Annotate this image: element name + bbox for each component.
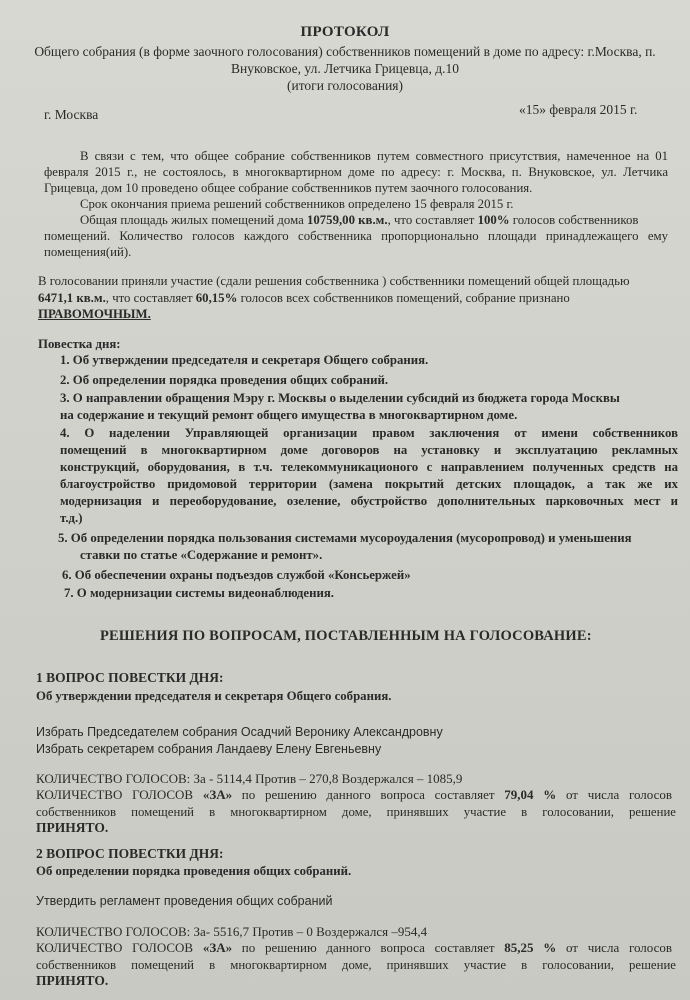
subtitle-line-2: Внуковское, ул. Летчика Грицевца, д.10 — [231, 61, 459, 76]
q1-za-percent: 79,04 % — [504, 787, 557, 802]
agenda-item-4-cont-2: конструкций, оборудования, в т.ч. телекоммуникационого с направлением полученных средств на — [60, 460, 678, 474]
q1-subject: Об утверждении председателя и секретаря Общего собрания. — [36, 689, 392, 703]
deadline-text: Срок окончания приема решений собственников определено 15 февраля 2015 г. — [80, 197, 514, 211]
area-line-1: Общая площадь жилых помещений дома 10759,00 кв.м., что составляет 100% голосов собственников — [80, 213, 639, 227]
intro-line-2: февраля 2015 г., не состоялось, в многоквартирном доме по адресу: г. Москва, п. Внуковское, ул. Летчика — [44, 165, 668, 179]
place: г. Москва — [44, 107, 99, 122]
date: «15» февраля 2015 г. — [519, 102, 638, 117]
q1-heading: 1 ВОПРОС ПОВЕСТКИ ДНЯ: — [36, 670, 224, 685]
agenda-item-3: 3. О направлении обращения Мэру г. Москвы о выделении субсидий из бюджета города Москвы — [60, 391, 620, 405]
agenda-item-5-cont: ставки по статье «Содержание и ремонт». — [80, 548, 323, 562]
q2-regulation: Утвердить регламент проведения общих собраний — [36, 894, 333, 908]
subtitle-line-1: Общего собрания (в форме заочного голосования) собственников помещений в доме по адресу: г.Москва, п. — [34, 44, 656, 59]
agenda-item-1: 1. Об утверждении председателя и секретаря Общего собрания. — [60, 353, 429, 367]
q1-result: ПРИНЯТО. — [36, 820, 109, 835]
q1-secretary: Избрать секретарем собрания Ландаеву Елену Евгеньевну — [36, 742, 382, 756]
q2-za-line-2: собственников помещений в многоквартирном доме, принявших участие в голосовании, решение — [36, 958, 676, 972]
participation-line-2: 6471,1 кв.м., что составляет 60,15% голосов всех собственников помещений, собрание признано — [38, 291, 570, 305]
intro-line-3: Грицевца, дом 10 проведено общее собрание собственников путем заочного голосования. — [44, 181, 533, 195]
agenda-heading: Повестка дня: — [38, 337, 121, 351]
q2-heading: 2 ВОПРОС ПОВЕСТКИ ДНЯ: — [36, 846, 224, 861]
q2-result: ПРИНЯТО. — [36, 973, 109, 988]
subtitle-line-3: (итоги голосования) — [286, 78, 403, 93]
agenda-item-4-cont-3: благоустройство придомовой территории (замена покрытий детских площадок, а так же их — [60, 477, 678, 491]
agenda-item-3-cont: на содержание и текущий ремонт общего имущества в многоквартирном доме. — [60, 408, 518, 422]
q1-vote-counts: КОЛИЧЕСТВО ГОЛОСОВ: За - 5114,4 Против – 270,8 Воздержался – 1085,9 — [36, 771, 463, 786]
total-area: 10759,00 кв.м. — [306, 213, 388, 227]
participation-percent: 60,15% — [195, 291, 238, 305]
area-line-3: помещения(ий). — [44, 245, 132, 259]
agenda-item-2: 2. Об определении порядка проведения общих собраний. — [60, 373, 389, 387]
total-percent: 100% — [477, 213, 510, 227]
participation-line-1: В голосовании приняли участие (сдали решения собственника ) собственники помещений общей площадью — [38, 274, 630, 288]
agenda-item-4-cont-4: модернизация и переоборудование, озеление, обустройство дополнительных парковочных мест и — [60, 494, 678, 508]
decisions-heading: РЕШЕНИЯ ПО ВОПРОСАМ, ПОСТАВЛЕННЫМ НА ГОЛОСОВАНИЕ: — [100, 628, 592, 644]
q2-subject: Об определении порядка проведения общих собраний. — [36, 864, 352, 878]
agenda-item-5: 5. Об определении порядка пользования системами мусороудаления (мусоропровод) и уменьшения — [58, 531, 632, 545]
agenda-item-4: 4. О наделении Управляющей организации правом заключения от имени собственников — [60, 426, 678, 440]
agenda-item-4-cont-5: т.д.) — [60, 511, 83, 525]
q2-za-line-1: КОЛИЧЕСТВО ГОЛОСОВ «ЗА» по решению данного вопроса составляет 85,25 % от числа голосов — [36, 940, 672, 955]
quorum-status: ПРАВОМОЧНЫМ. — [38, 307, 151, 321]
area-line-2: помещений. Количество голосов каждого собственника пропорционально площади принадлежащего ему — [44, 229, 668, 243]
q1-za-line-2: собственников помещений в многоквартирном доме, принявших участие в голосовании, решение — [36, 805, 676, 819]
participation-area: 6471,1 кв.м. — [38, 291, 106, 305]
q1-chairman: Избрать Председателем собрания Осадчий Веронику Александровну — [36, 725, 443, 739]
q2-za-percent: 85,25 % — [504, 940, 557, 955]
agenda-item-7: 7. О модернизации системы видеонаблюдения. — [64, 586, 334, 600]
document-title: ПРОТОКОЛ — [300, 24, 390, 40]
intro-line-1: В связи с тем, что общее собрание собственников путем совместного присутствия, намеченное на 01 — [80, 149, 668, 163]
q1-za-line-1: КОЛИЧЕСТВО ГОЛОСОВ «ЗА» по решению данного вопроса составляет 79,04 % от числа голосов — [36, 787, 672, 802]
q2-vote-counts: КОЛИЧЕСТВО ГОЛОСОВ: За- 5516,7 Против – 0 Воздержался –954,4 — [36, 924, 428, 939]
agenda-item-6: 6. Об обеспечении охраны подъездов службой «Консьержей» — [62, 568, 411, 582]
agenda-item-4-cont-1: помещений в многоквартирном доме договоров на установку и эксплуатацию рекламных — [60, 443, 678, 457]
